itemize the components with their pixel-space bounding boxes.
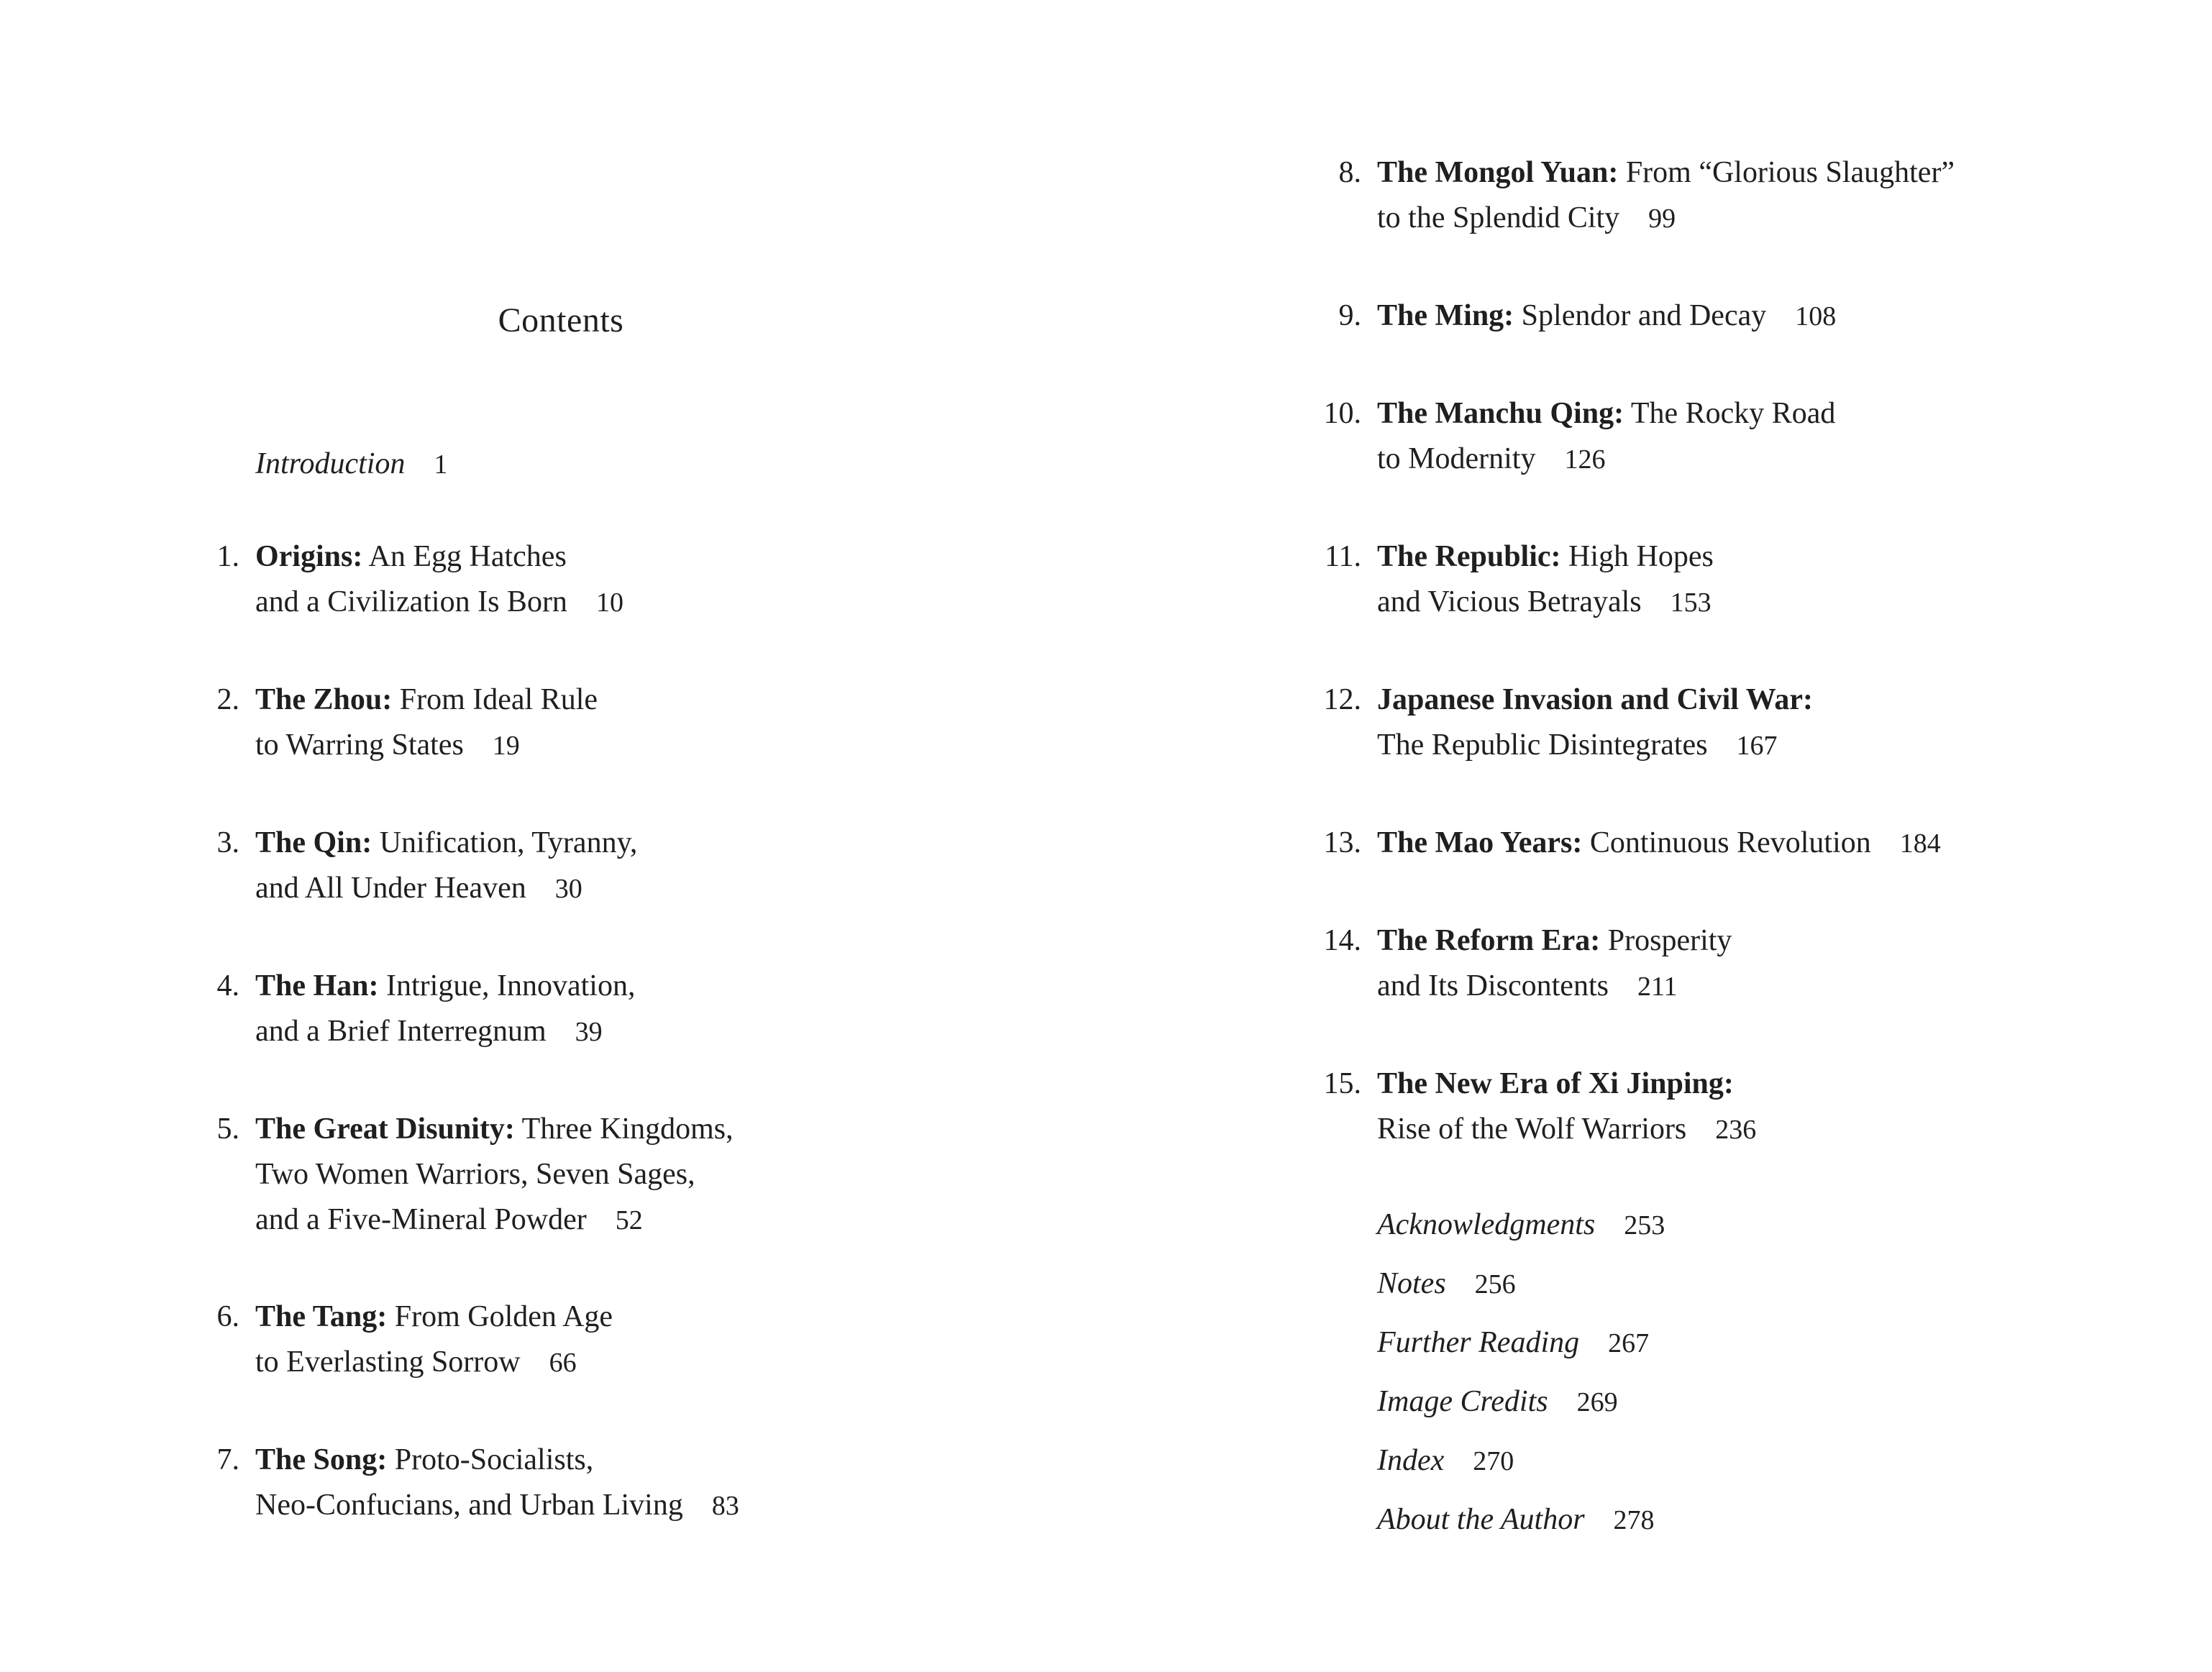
toc-entry-label: Image Credits <box>1377 1385 1548 1418</box>
toc-page-number: 108 <box>1795 301 1837 332</box>
chapter-number: 5. <box>216 1113 239 1146</box>
toc-page-number: 267 <box>1608 1328 1650 1358</box>
chapter-title: Japanese Invasion and Civil War: <box>1377 683 1814 716</box>
chapter-number: 6. <box>216 1300 239 1333</box>
chapter-subtitle-line: From Ideal Rule <box>399 683 598 716</box>
toc-page-number: 278 <box>1613 1505 1655 1535</box>
chapter-title: The Qin: <box>255 826 373 859</box>
chapter-subtitle-line: and All Under Heaven <box>255 872 526 905</box>
chapter-subtitle-line: and a Civilization Is Born <box>255 585 567 618</box>
toc-page-number: 30 <box>554 874 582 904</box>
toc-entry-chapter-10[interactable] <box>1323 391 2096 483</box>
toc-entry-chapter-15[interactable] <box>1323 1061 2096 1153</box>
chapter-number: 11. <box>1325 540 1361 573</box>
toc-entry-chapter-2[interactable] <box>216 677 902 769</box>
contents-title: Contents <box>498 301 624 339</box>
chapter-title: The New Era of Xi Jinping: <box>1377 1067 1734 1100</box>
chapter-subtitle-line: Intrigue, Innovation, <box>386 969 636 1002</box>
toc-entry-label: About the Author <box>1377 1503 1585 1536</box>
toc-entry-about-the-author[interactable] <box>1377 1497 2096 1543</box>
toc-entry-label: Introduction <box>255 447 406 480</box>
toc-page-number: 236 <box>1715 1115 1757 1145</box>
chapter-number: 7. <box>216 1443 239 1476</box>
chapter-number: 15. <box>1323 1067 1361 1100</box>
toc-entry-chapter-14[interactable] <box>1323 918 2096 1010</box>
chapter-subtitle-line: The Republic Disintegrates <box>1377 728 1708 762</box>
chapter-subtitle-line: The Rocky Road <box>1630 397 1836 430</box>
toc-page-number: 66 <box>549 1348 577 1378</box>
toc-page-number: 99 <box>1648 204 1676 234</box>
toc-page-number: 1 <box>434 449 448 480</box>
chapter-number: 3. <box>216 826 239 859</box>
chapter-number: 14. <box>1323 924 1361 957</box>
toc-entry-chapter-13[interactable] <box>1323 821 2096 867</box>
toc-page-number: 269 <box>1576 1387 1618 1417</box>
toc-entry-index[interactable] <box>1377 1438 2096 1484</box>
chapter-subtitle-line: and a Five-Mineral Powder <box>255 1203 587 1236</box>
chapter-title: The Great Disunity: <box>255 1113 515 1146</box>
toc-page-number: 19 <box>492 731 520 761</box>
chapter-subtitle-line: and Vicious Betrayals <box>1377 585 1642 618</box>
chapter-subtitle-line: Unification, Tyranny, <box>379 826 638 859</box>
toc-entry-acknowledgments[interactable] <box>1377 1202 2096 1248</box>
chapter-number: 1. <box>216 540 239 573</box>
chapter-subtitle-line: Rise of the Wolf Warriors <box>1377 1113 1687 1146</box>
chapter-subtitle-line: Neo-Confucians, and Urban Living <box>255 1489 683 1522</box>
chapter-title: Origins: <box>255 540 363 573</box>
chapter-subtitle-line: Splendor and Decay <box>1521 299 1767 332</box>
toc-page-number: 211 <box>1637 972 1678 1002</box>
toc-entry-label: Acknowledgments <box>1377 1208 1596 1241</box>
toc-page-number: 83 <box>711 1491 739 1521</box>
toc-page-number: 256 <box>1474 1269 1516 1299</box>
toc-entry-chapter-9[interactable] <box>1338 293 2096 339</box>
chapter-title: The Han: <box>255 969 379 1002</box>
chapter-number: 10. <box>1323 397 1361 430</box>
toc-page-number: 126 <box>1564 444 1606 475</box>
toc-entry-chapter-6[interactable] <box>216 1294 902 1386</box>
chapter-subtitle-line: Continuous Revolution <box>1589 826 1871 859</box>
toc-page-number: 167 <box>1736 731 1778 761</box>
toc-page-number: 184 <box>1899 828 1941 859</box>
chapter-title: The Zhou: <box>255 683 393 716</box>
toc-entry-chapter-8[interactable] <box>1338 150 2096 242</box>
chapter-title: The Song: <box>255 1443 388 1476</box>
chapter-title: The Republic: <box>1377 540 1561 573</box>
chapter-title: The Reform Era: <box>1377 924 1601 957</box>
chapter-number: 4. <box>216 969 239 1002</box>
toc-entry-further-reading[interactable] <box>1377 1320 2096 1366</box>
toc-entry-chapter-4[interactable] <box>216 964 902 1055</box>
toc-page-number: 52 <box>615 1205 643 1235</box>
chapter-subtitle-line: Prosperity <box>1607 924 1732 957</box>
toc-entry-chapter-12[interactable] <box>1323 677 2096 769</box>
toc-entry-label: Notes <box>1377 1267 1446 1300</box>
chapter-subtitle-line: Three Kingdoms, <box>521 1113 733 1146</box>
toc-entry-chapter-5[interactable] <box>216 1107 902 1243</box>
toc-page-number: 10 <box>595 588 623 618</box>
chapter-number: 8. <box>1338 156 1361 189</box>
chapter-title: The Tang: <box>255 1300 388 1333</box>
toc-entry-label: Index <box>1377 1444 1445 1477</box>
toc-page-number: 270 <box>1473 1446 1514 1476</box>
chapter-title: The Ming: <box>1377 299 1514 332</box>
chapter-number: 13. <box>1323 826 1361 859</box>
toc-entry-image-credits[interactable] <box>1377 1379 2096 1425</box>
chapter-subtitle-line: An Egg Hatches <box>368 540 567 573</box>
toc-entry-chapter-7[interactable] <box>216 1438 902 1529</box>
toc-entry-chapter-11[interactable] <box>1325 534 2096 626</box>
toc-page-number: 253 <box>1624 1210 1665 1241</box>
toc-entry-chapter-1[interactable] <box>216 534 902 626</box>
chapter-number: 9. <box>1338 299 1361 332</box>
toc-entry-chapter-3[interactable] <box>216 821 902 912</box>
chapter-subtitle-line: to the Splendid City <box>1377 201 1620 234</box>
chapter-subtitle-line: to Warring States <box>255 728 464 762</box>
chapter-subtitle-line: From “Glorious Slaughter” <box>1625 156 1955 189</box>
chapter-subtitle-line: High Hopes <box>1568 540 1714 573</box>
chapter-subtitle-line: to Modernity <box>1377 442 1536 475</box>
toc-page-number: 39 <box>575 1017 603 1047</box>
toc-page-number: 153 <box>1670 588 1711 618</box>
toc-entry-label: Further Reading <box>1377 1326 1580 1359</box>
chapter-subtitle-line: Two Women Warriors, Seven Sages, <box>255 1158 695 1191</box>
chapter-subtitle-line: Proto-Socialists, <box>394 1443 594 1476</box>
chapter-subtitle-line: From Golden Age <box>394 1300 613 1333</box>
toc-entry-notes[interactable] <box>1377 1261 2096 1307</box>
chapter-number: 12. <box>1323 683 1361 716</box>
toc-entry-introduction[interactable] <box>255 442 902 488</box>
chapter-subtitle-line: and Its Discontents <box>1377 969 1609 1002</box>
chapter-title: The Mao Years: <box>1377 826 1583 859</box>
chapter-number: 2. <box>216 683 239 716</box>
chapter-subtitle-line: to Everlasting Sorrow <box>255 1346 521 1379</box>
chapter-title: The Manchu Qing: <box>1377 397 1624 430</box>
chapter-title: The Mongol Yuan: <box>1377 156 1619 189</box>
chapter-subtitle-line: and a Brief Interregnum <box>255 1015 547 1048</box>
